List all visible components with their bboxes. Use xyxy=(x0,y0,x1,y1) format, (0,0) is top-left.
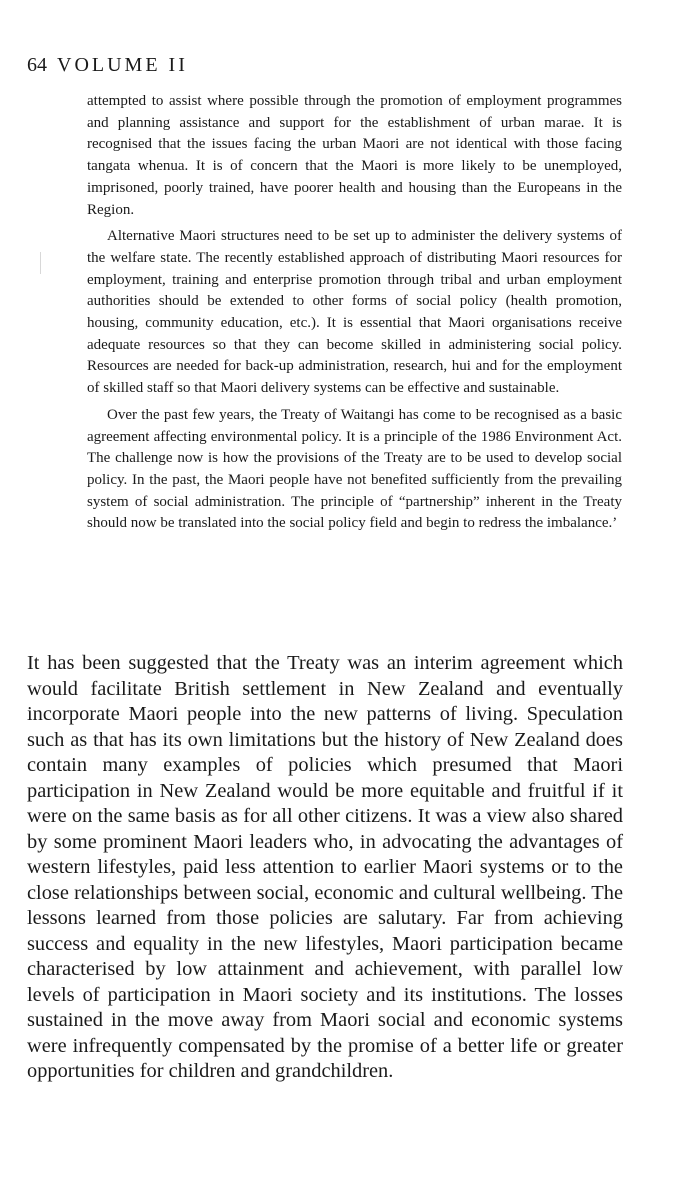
margin-mark xyxy=(40,252,41,274)
quote-paragraph-1: attempted to assist where possible through the promotion of employment programmes and planning assistance and support for the establishment of urban marae. It is recognised that the issues facing the urban Maori are not identical with those facing tangata whenua. It is of concern that the Maori is more likely to be unemployed, imprisoned, poorly trained, have poorer health and housing than the Europeans in the Region. xyxy=(87,93,622,218)
quote-paragraph-3: Over the past few years, the Treaty of Waitangi has come to be recognised as a basic agreement affecting environmental policy. It is a principle of the 1986 Environment Act. The challenge now is how the provisions of the Treaty are to be used to develop social policy. In the past, the Maori people have not benefited sufficiently from the prevailing system of social administration. The principle of “partnership” inherent in the Treaty should now be translated into the social policy field and begin to redress the imbalance.’ xyxy=(87,406,622,532)
page-number: 64 xyxy=(27,54,47,76)
volume-title: VOLUME II xyxy=(57,54,188,76)
body-text xyxy=(27,651,623,1085)
block-quote xyxy=(87,91,622,540)
body-paragraph: It has been suggested that the Treaty was an interim agreement which would facilitate British settlement in New Zealand and eventually incorporate Maori people into the new patterns of living. Speculation such as that has its own limitations but the history of New Zealand does contain many examples of policies which presumed that Maori participation in New Zealand would be more equitable and fruitful if it were on the same basis as for all other citizens. It was a view also shared by some prominent Maori leaders who, in advocating the advantages of western lifestyles, paid less attention to earlier Maori systems or to the close relationships between social, economic and cultural wellbeing. The lessons learned from those policies are salutary. Far from achieving success and equality in the new lifestyles, Maori participation became characterised by low attainment and achievement, with parallel low levels of participation in Maori society and its institutions. The losses sustained in the move away from Maori social and economic systems were infrequently compensated by the promise of a better life or greater opportunities for children and grandchildren. xyxy=(27,652,623,1082)
running-head xyxy=(27,53,188,77)
quote-paragraph-2: Alternative Maori structures need to be set up to administer the delivery systems of the welfare state. The recently established approach of distributing Maori resources for employment, training and enterprise promotion through tribal and urban employment authorities should be extended to other forms of social policy (health promotion, housing, community education, etc.). It is essential that Maori organisations receive adequate resources so that they can become skilled in administering social policy. Resources are needed for back-up administration, research, hui and for the employment of skilled staff so that Maori delivery systems can be effective and sustainable. xyxy=(87,228,622,397)
